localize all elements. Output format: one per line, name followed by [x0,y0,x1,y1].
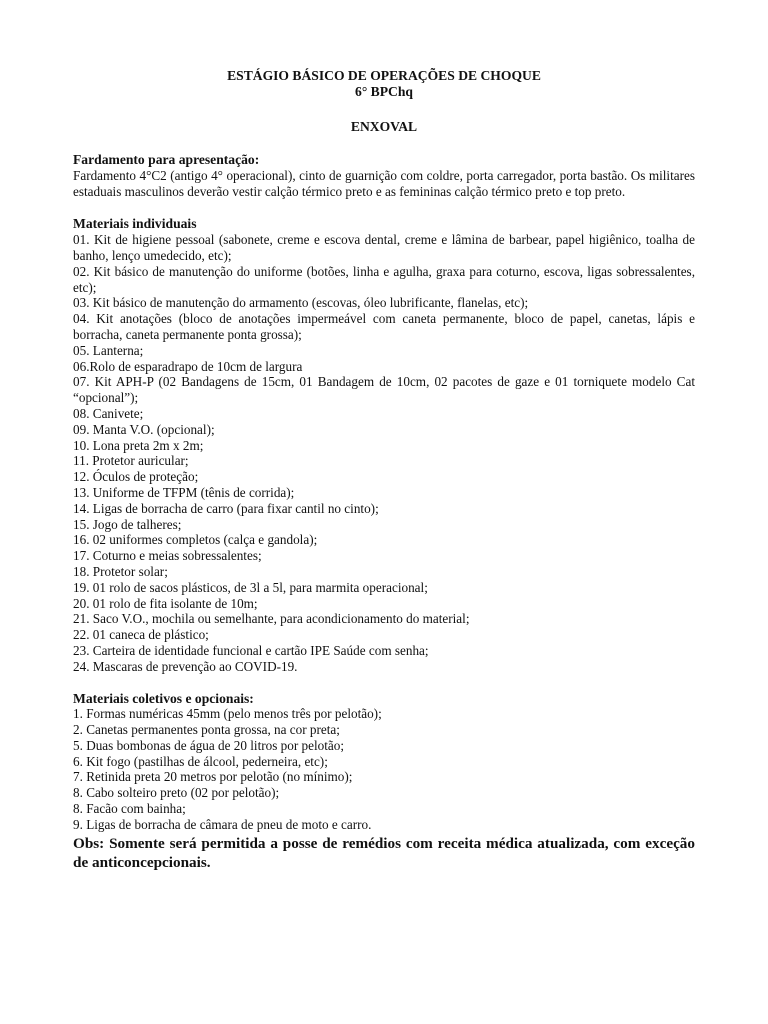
document-title: ESTÁGIO BÁSICO DE OPERAÇÕES DE CHOQUE [227,68,541,83]
list-item: 7. Retinida preta 20 metros por pelotão (no mínimo); [73,769,353,785]
list-item: 21. Saco V.O., mochila ou semelhante, para acondicionamento do material; [73,611,470,627]
section-title-coletivos: Materiais coletivos e opcionais: [73,690,254,706]
list-item: 22. 01 caneca de plástico; [73,627,209,643]
list-item: 02. Kit básico de manutenção do uniforme (botões, linha e agulha, graxa para coturno, escova, ligas sobressalentes, etc); [73,263,695,295]
list-item: 18. Protetor solar; [73,563,168,579]
section-apresentacao [73,152,695,199]
section-title-individuais: Materiais individuais [73,216,197,232]
document-subtitle: 6° BPChq [355,84,413,99]
list-item: 01. Kit de higiene pessoal (sabonete, creme e escova dental, creme e lâmina de barbear, papel higiênico, toalha de banho, lenço umedecido, etc); [73,232,695,263]
list-item: 8. Facão com bainha; [73,801,186,817]
list-item: 14. Ligas de borracha de carro (para fixar cantil no cinto); [73,500,379,516]
list-item: 15. Jogo de talheres; [73,516,182,532]
list-item: 2. Canetas permanentes ponta grossa, na cor preta; [73,722,340,738]
list-item: 9. Ligas de borracha de câmara de pneu de moto e carro. [73,816,372,832]
list-item: 13. Uniforme de TFPM (tênis de corrida); [73,484,295,500]
list-coletivos [73,706,695,832]
list-item: 11. Protetor auricular; [73,453,189,469]
list-item: 20. 01 rolo de fita isolante de 10m; [73,595,258,611]
list-item: 8. Cabo solteiro preto (02 por pelotão); [73,785,280,801]
list-individuais [73,232,695,674]
section-title-apresentacao: Fardamento para apresentação: [73,152,260,167]
section-materiais-individuais [73,216,695,674]
list-item: 24. Mascaras de prevenção ao COVID-19. [73,658,298,674]
obs-note: Obs: Somente será permitida a posse de remédios com receita médica atualizada, com exceção de anticoncepcionais. [73,834,695,871]
list-item: 08. Canivete; [73,405,144,421]
list-item: 06.Rolo de esparadrapo de 10cm de largura [73,358,303,374]
apresentacao-text: Fardamento 4°C2 (antigo 4° operacional), cinto de guarnição com coldre, porta carregador, porta bastão. Os militares estaduais masculinos deverão vestir calção térmico preto e as femininas calção térmico preto e top preto. [73,167,695,199]
list-item: 04. Kit anotações (bloco de anotações impermeável com caneta permanente, bloco de papel, canetas, lápis e borracha, caneta permanente ponta grossa); [73,311,695,342]
list-item: 23. Carteira de identidade funcional e cartão IPE Saúde com senha; [73,642,429,658]
list-item: 6. Kit fogo (pastilhas de álcool, pederneira, etc); [73,753,328,769]
list-item: 09. Manta V.O. (opcional); [73,421,215,437]
list-item: 03. Kit básico de manutenção do armamento (escovas, óleo lubrificante, flanelas, etc); [73,295,529,311]
list-item: 16. 02 uniformes completos (calça e gandola); [73,532,318,548]
list-item: 05. Lanterna; [73,342,144,358]
list-item: 1. Formas numéricas 45mm (pelo menos três por pelotão); [73,706,382,722]
section-materiais-coletivos [73,691,695,872]
list-item: 12. Óculos de proteção; [73,469,199,485]
list-item: 17. Coturno e meias sobressalentes; [73,548,262,564]
list-item: 07. Kit APH-P (02 Bandagens de 15cm, 01 Bandagem de 10cm, 02 pacotes de gaze e 01 torniquete modelo Cat “opcional”); [73,374,695,406]
list-item: 10. Lona preta 2m x 2m; [73,437,204,453]
list-item: 19. 01 rolo de sacos plásticos, de 3l a 5l, para marmita operacional; [73,579,428,595]
list-item: 5. Duas bombonas de água de 20 litros por pelotão; [73,737,345,753]
section-heading-enxoval: ENXOVAL [350,119,418,134]
